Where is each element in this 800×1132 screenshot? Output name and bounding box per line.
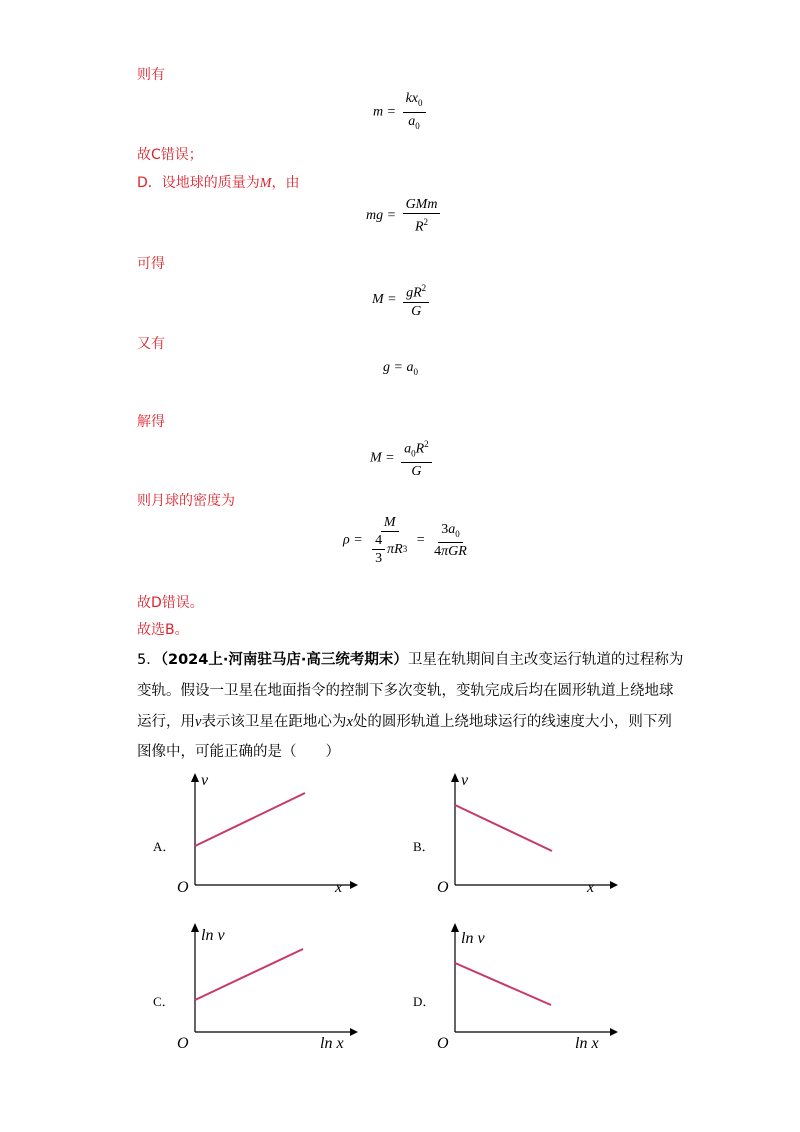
equation-gravity: mg = $\frac{\text{GMm}}{R^2}$ [366, 197, 443, 235]
solution-line-then: 则有 [137, 67, 165, 83]
option-c-graph[interactable] [170, 918, 360, 1053]
option-a-origin: O [177, 879, 189, 896]
option-c-line [195, 949, 303, 1000]
question-5-line-3: 运行，用v表示该卫星在距地心为x处的圆形轨道上绕地球运行的线速度大小，则下列 [137, 714, 672, 730]
option-b-graph[interactable] [430, 768, 620, 898]
option-b-ylabel: v [461, 772, 469, 789]
solution-line-d-intro: D．设地球的质量为M，由 [137, 175, 300, 191]
option-d-ylabel: ln v [461, 930, 485, 947]
option-b-origin: O [437, 879, 449, 896]
option-a-xlabel: x [335, 879, 343, 896]
option-c-ylabel: ln v [201, 927, 225, 944]
option-d-graph[interactable] [430, 918, 620, 1053]
question-5-line-2: 变轨。假设一卫星在地面指令的控制下多次变轨，变轨完成后均在圆形轨道上绕地球 [137, 683, 674, 699]
solution-line-density: 则月球的密度为 [137, 493, 235, 509]
solution-line-solve: 解得 [137, 414, 165, 430]
option-a-line [195, 793, 305, 846]
option-c-label[interactable]: C． [153, 994, 175, 1009]
option-d-origin: O [437, 1035, 449, 1052]
option-d-line [455, 963, 551, 1005]
solution-line-d-wrong: 故D错误。 [137, 595, 204, 611]
option-a-graph[interactable] [170, 768, 360, 898]
equation-density: ρ = M $\frac{4}{3}$ πR 3 = $\frac{3a_0}{\text{4πGR}}$ [343, 515, 467, 566]
solution-line-also: 又有 [137, 336, 165, 352]
option-c-origin: O [177, 1035, 189, 1052]
option-c-xlabel: ln x [320, 1035, 344, 1052]
option-d-xlabel: ln x [575, 1035, 599, 1052]
solution-line-c-wrong: 故C错误； [137, 147, 203, 163]
option-b-line [455, 805, 552, 851]
solution-line-obtain: 可得 [137, 256, 165, 272]
option-d-label[interactable]: D． [413, 994, 436, 1009]
equation-g-equals-a0: $g = a_0$ [383, 360, 418, 377]
question-5-line-4: 图像中，可能正确的是（ ） [137, 744, 340, 760]
option-a-label[interactable]: A． [153, 839, 176, 854]
equation-mass-spring: m = $\frac{kx_0}{a_0}$ [373, 91, 429, 134]
solution-line-answer: 故选B。 [137, 622, 189, 638]
question-5-line-1: 5．（2024上·河南驻马店·高三统考期末）卫星在轨期间自主改变运行轨道的过程称为 [137, 652, 684, 668]
option-b-xlabel: x [587, 879, 595, 896]
equation-earth-mass: M = $\frac{gR^2}{G}$ [372, 281, 432, 319]
option-b-label[interactable]: B． [413, 839, 435, 854]
option-a-ylabel: v [201, 772, 209, 789]
equation-moon-mass: M = $\frac{a_0R^2}{G}$ [370, 437, 435, 479]
